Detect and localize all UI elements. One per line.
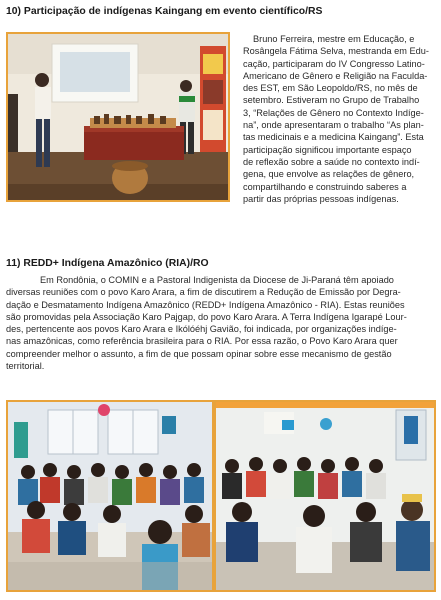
text-line: cação, participaram do IV Congresso Latino-: [243, 58, 425, 69]
text-line: Rosângela Fátima Selva, mestranda em Edu-: [243, 46, 429, 57]
text-line: Americano de Gênero e Religião na Faculda-: [243, 70, 428, 81]
text-line: dação e Desmatamento Indígena Amazônico (REDD+ Indígena Amazônico - RIA). Estas reuniões: [6, 299, 405, 310]
text-line: diversas reuniões com o povo Karo Arara, a fim de discutirem a Redução de Emissão por Degra-: [6, 287, 401, 298]
text-line: nas amazônicas, como referência brasileira para o RIA. Por essa razão, o Povo Karo Arara quer: [6, 336, 398, 347]
section-11-body: [6, 274, 436, 372]
text-line: des, pertencente aos povos Karo Arara e Ikólóéhj Gavião, foi indicada, por organizações indíge-: [6, 324, 397, 335]
text-line: territorial.: [6, 361, 45, 372]
text-line: participação significou importante espaço: [243, 144, 412, 155]
text-line: na”, onde apresentaram o trabalho “As plan-: [243, 120, 424, 131]
text-line: setembro. Estiveram no Grupo de Trabalho: [243, 95, 420, 106]
section-10-body: [243, 33, 436, 205]
text-line: Em Rondônia, o COMIN e a Pastoral Indigenista da Diocese de Ji-Paraná têm apoiado: [40, 275, 394, 285]
text-line: compreender melhor o assunto, a fim de que possam opinar sobre esse mecanismo de gestão: [6, 348, 392, 359]
meeting-photo-left: [6, 400, 214, 592]
text-line: gena, que envolve as relações de gênero,: [243, 169, 415, 180]
meeting-left-illustration: [8, 402, 212, 590]
text-line: são promovidas pela Associação Karo Pajgap, do povo Karo Arara. A Terra Indígena Igarapé Lour-: [6, 311, 407, 322]
meeting-photo-right: [214, 400, 436, 592]
text-line: 3, “Relações de Gênero no Contexto Indíge-: [243, 107, 424, 118]
text-line: tas medicinais e a medicina Kaingang”. Esta: [243, 132, 424, 143]
text-line: des EST, em São Leopoldo/RS, no mês de: [243, 83, 418, 94]
text-line: compartilhando e construindo saberes a: [243, 181, 407, 192]
congress-photo-illustration: [8, 34, 228, 200]
section-10-title: 10) Participação de indígenas Kaingang em evento científico/RS: [6, 6, 323, 17]
section-11-title: 11) REDD+ Indígena Amazônico (RIA)/RO: [6, 258, 209, 269]
congress-photo: [6, 32, 230, 202]
text-line: partir das próprias pessoas indígenas.: [243, 193, 399, 204]
text-line: de reflexão sobre a saúde no contexto indí-: [243, 156, 420, 167]
text-line: Bruno Ferreira, mestre em Educação, e: [253, 34, 415, 44]
meeting-right-illustration: [216, 402, 434, 590]
